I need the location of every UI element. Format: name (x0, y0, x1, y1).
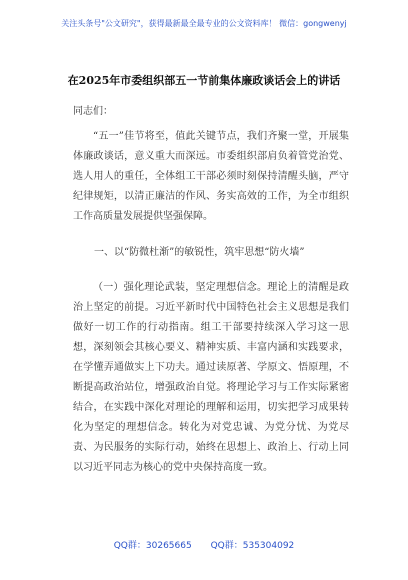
paragraph-body: （一）强化理论武装，坚定理想信念。理论上的清醒是政治上坚定的前提。习近平新时代中国特色社会主义思想是我们做好一切工作的行动指南。组工干部要持续深入学习这一思想，深刻领会其核心要义、精神实质、丰富内涵和实践要求，在学懂弄通做实上下功夫。通过读原著、学原文、悟原理，不断提高政治站位，增强政治自觉。将理论学习与工作实际紧密结合，在实践中深化对理论的理解和运用，切实把学习成果转化为坚定的理想信念。转化为对党忠诚、为党分忧、为党尽责、为民服务的实际行动，始终在思想上、政治上、行动上同以习近平同志为核心的党中央保持高度一致。 (73, 282, 349, 473)
page-title: 在2025年市委组织部五一节前集体廉政谈话会上的讲话 (67, 74, 341, 87)
paragraph-intro: “五一”佳节将至，值此关键节点，我们齐聚一堂，开展集体廉政谈话，意义重大而深远。市委组织部肩负着管党治党、选人用人的重任，全体组工干部必须时刻保持清醒头脑，严守纪律规矩，以清正廉洁的作风、务实高效的工作，为全市组织工作高质量发展提供坚强保障。 (73, 131, 349, 222)
footer-qq-group-1: QQ群：30265665 (113, 541, 192, 551)
salutation: 同志们： (73, 106, 113, 117)
footer-qq-group-2: QQ群：535304092 (210, 541, 295, 551)
footer (0, 538, 408, 551)
header-banner: 关注头条号"公文研究"，获得最新最全最专业的公文资料库！ 微信：gongwenyj (61, 19, 347, 28)
section-heading: 一、以“防微杜渐”的敏锐性，筑牢思想“防火墙” (94, 247, 305, 258)
